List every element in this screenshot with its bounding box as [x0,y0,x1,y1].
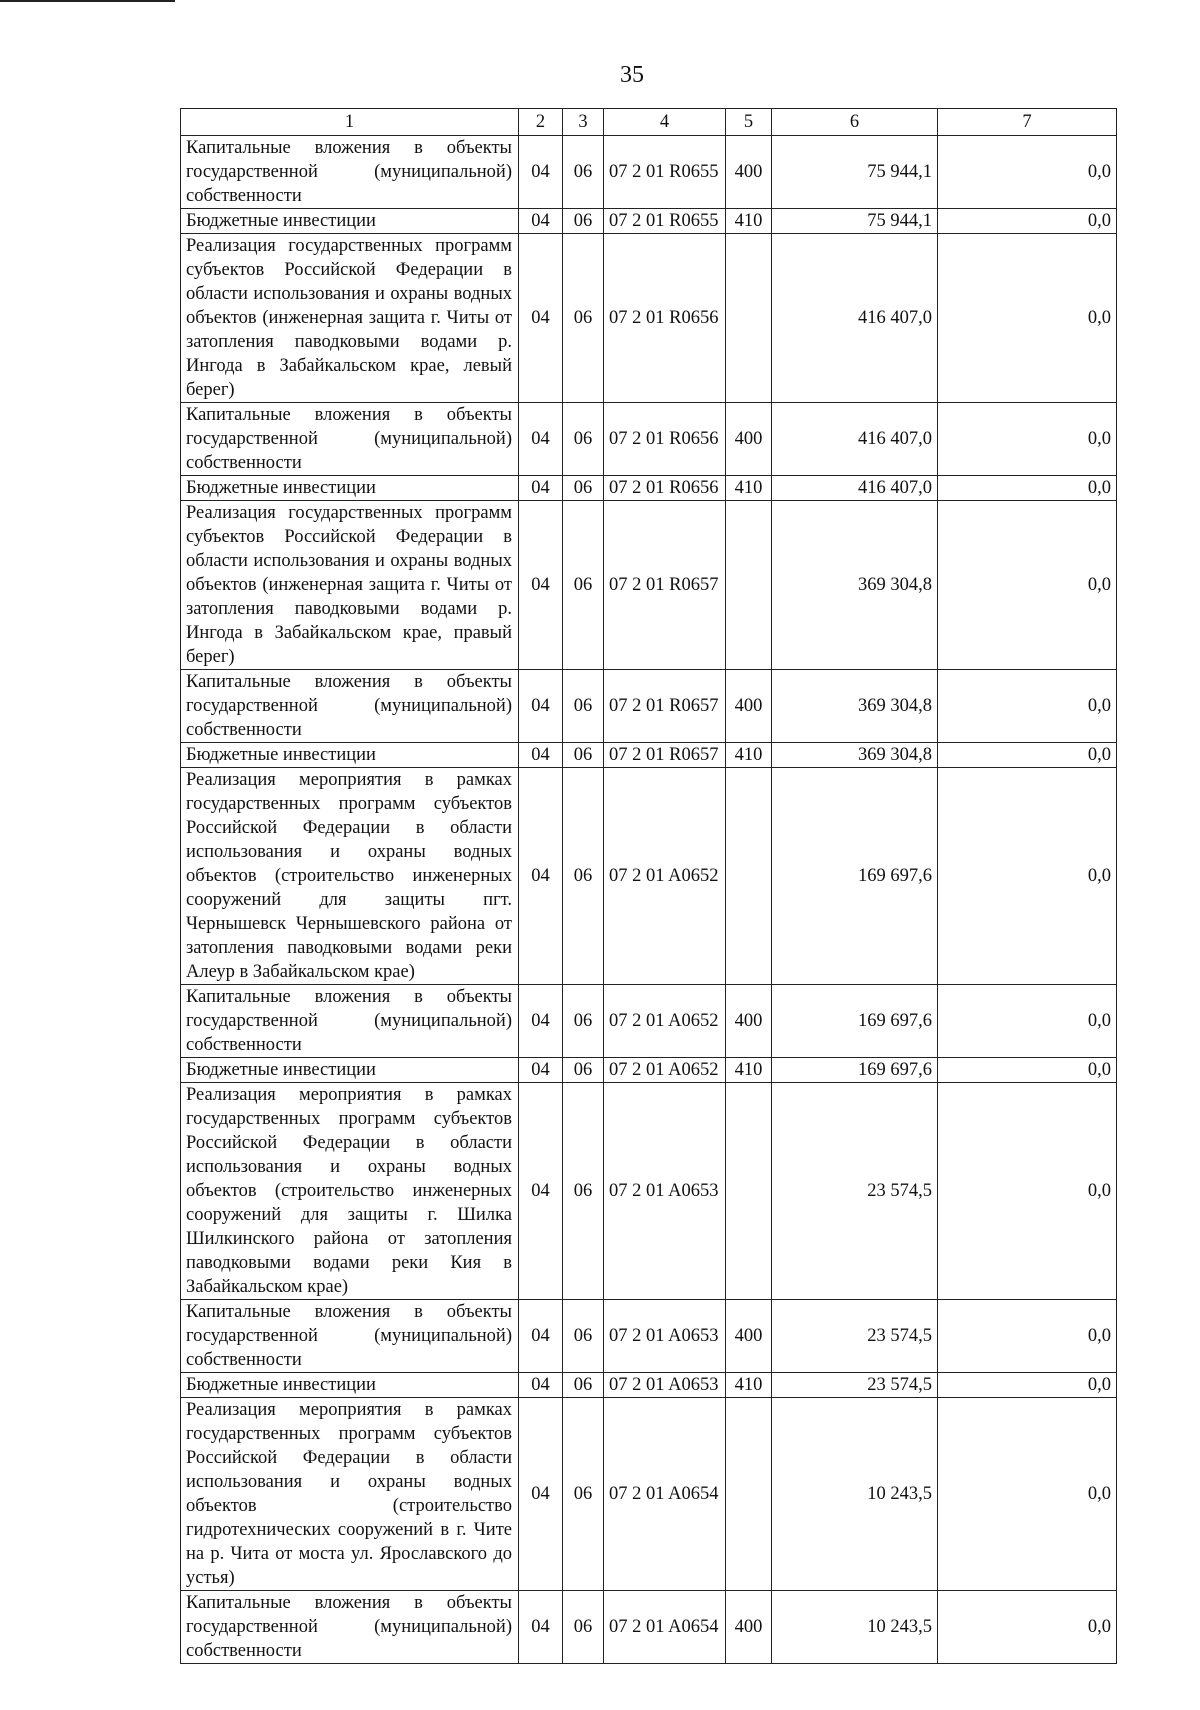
target-article-code: 07 2 01 R0656 [604,234,726,403]
amount-value-col7: 0,0 [938,1398,1117,1591]
expense-type-code: 400 [726,1300,772,1373]
amount-value: 169 697,6 [772,1058,938,1083]
expense-type-code [726,1083,772,1300]
row-name: Капитальные вложения в объекты государственной (муниципальной) собственности [181,136,519,209]
amount-value-col7: 0,0 [938,768,1117,985]
row-name: Реализация государственных программ субъектов Российской Федерации в области использования и охраны водных объектов (инженерная защита г. Читы от затопления паводковыми водами р. Ингода в Забайкальском крае, правый берег) [181,501,519,670]
section-code: 04 [519,501,563,670]
row-name: Бюджетные инвестиции [181,1058,519,1083]
section-code: 04 [519,1058,563,1083]
target-article-code: 07 2 01 R0655 [604,136,726,209]
row-name: Капитальные вложения в объекты государственной (муниципальной) собственности [181,1300,519,1373]
table-row [181,1300,1117,1373]
amount-value-col7: 0,0 [938,1300,1117,1373]
subsection-code: 06 [563,1058,604,1083]
amount-value: 75 944,1 [772,136,938,209]
column-header-6: 6 [772,109,938,136]
section-code: 04 [519,743,563,768]
subsection-code: 06 [563,743,604,768]
section-code: 04 [519,1373,563,1398]
subsection-code: 06 [563,403,604,476]
expense-type-code: 410 [726,476,772,501]
table-row [181,1058,1117,1083]
page-number: 35 [620,62,644,88]
expense-type-code [726,1398,772,1591]
section-code: 04 [519,234,563,403]
section-code: 04 [519,403,563,476]
table-row [181,136,1117,209]
section-code: 04 [519,1591,563,1664]
target-article-code: 07 2 01 A0652 [604,1058,726,1083]
row-name: Реализация мероприятия в рамках государственных программ субъектов Российской Федерации в области использования и охраны водных объектов (строительство инженерных сооружений для защиты г. Шилка Шилкинского района от затопления паводковыми водами реки Кия в Забайкальском крае) [181,1083,519,1300]
expense-type-code: 410 [726,209,772,234]
table-row [181,1398,1117,1591]
row-name: Капитальные вложения в объекты государственной (муниципальной) собственности [181,403,519,476]
expense-type-code [726,234,772,403]
table-row [181,768,1117,985]
row-name: Бюджетные инвестиции [181,1373,519,1398]
row-name: Бюджетные инвестиции [181,476,519,501]
table-row [181,234,1117,403]
row-name: Бюджетные инвестиции [181,743,519,768]
subsection-code: 06 [563,1373,604,1398]
target-article-code: 07 2 01 A0653 [604,1373,726,1398]
target-article-code: 07 2 01 A0652 [604,985,726,1058]
expense-type-code: 400 [726,403,772,476]
table-row [181,743,1117,768]
amount-value: 369 304,8 [772,743,938,768]
table-row [181,1591,1117,1664]
amount-value: 23 574,5 [772,1300,938,1373]
column-header-3: 3 [563,109,604,136]
section-code: 04 [519,670,563,743]
target-article-code: 07 2 01 A0654 [604,1398,726,1591]
expense-type-code: 410 [726,1373,772,1398]
row-name: Капитальные вложения в объекты государственной (муниципальной) собственности [181,670,519,743]
row-name: Реализация мероприятия в рамках государственных программ субъектов Российской Федерации в области использования и охраны водных объектов (строительство инженерных сооружений для защиты пгт. Чернышевск Чернышевского района от затопления паводковыми водами реки Алеур в Забайкальском крае) [181,768,519,985]
table-body [181,136,1117,1664]
expense-type-code: 410 [726,1058,772,1083]
table-row [181,476,1117,501]
row-name: Бюджетные инвестиции [181,209,519,234]
amount-value-col7: 0,0 [938,1373,1117,1398]
section-code: 04 [519,1083,563,1300]
target-article-code: 07 2 01 R0656 [604,476,726,501]
amount-value-col7: 0,0 [938,403,1117,476]
expense-type-code: 400 [726,1591,772,1664]
amount-value-col7: 0,0 [938,1083,1117,1300]
subsection-code: 06 [563,985,604,1058]
row-name: Реализация государственных программ субъектов Российской Федерации в области использования и охраны водных объектов (инженерная защита г. Читы от затопления паводковыми водами р. Ингода в Забайкальском крае, левый берег) [181,234,519,403]
amount-value: 169 697,6 [772,985,938,1058]
amount-value-col7: 0,0 [938,670,1117,743]
amount-value-col7: 0,0 [938,1591,1117,1664]
expense-type-code: 400 [726,136,772,209]
subsection-code: 06 [563,1398,604,1591]
amount-value: 369 304,8 [772,501,938,670]
column-header-2: 2 [519,109,563,136]
target-article-code: 07 2 01 A0654 [604,1591,726,1664]
target-article-code: 07 2 01 A0652 [604,768,726,985]
table-row [181,501,1117,670]
target-article-code: 07 2 01 A0653 [604,1083,726,1300]
subsection-code: 06 [563,1083,604,1300]
subsection-code: 06 [563,1300,604,1373]
subsection-code: 06 [563,476,604,501]
row-name: Реализация мероприятия в рамках государственных программ субъектов Российской Федерации в области использования и охраны водных объектов (строительство гидротехнических сооружений в г. Чите на р. Чита от моста ул. Ярославского до устья) [181,1398,519,1591]
amount-value-col7: 0,0 [938,209,1117,234]
subsection-code: 06 [563,209,604,234]
section-code: 04 [519,1398,563,1591]
table-row [181,1373,1117,1398]
section-code: 04 [519,1300,563,1373]
table-row [181,670,1117,743]
row-name: Капитальные вложения в объекты государственной (муниципальной) собственности [181,985,519,1058]
amount-value-col7: 0,0 [938,1058,1117,1083]
expense-type-code: 410 [726,743,772,768]
column-header-1: 1 [181,109,519,136]
amount-value-col7: 0,0 [938,985,1117,1058]
target-article-code: 07 2 01 A0653 [604,1300,726,1373]
section-code: 04 [519,768,563,985]
table-row [181,1083,1117,1300]
amount-value: 75 944,1 [772,209,938,234]
amount-value: 10 243,5 [772,1591,938,1664]
row-name: Капитальные вложения в объекты государственной (муниципальной) собственности [181,1591,519,1664]
table-row [181,209,1117,234]
expense-type-code: 400 [726,670,772,743]
amount-value: 10 243,5 [772,1398,938,1591]
section-code: 04 [519,985,563,1058]
expense-type-code: 400 [726,985,772,1058]
expense-type-code [726,768,772,985]
subsection-code: 06 [563,1591,604,1664]
amount-value: 369 304,8 [772,670,938,743]
subsection-code: 06 [563,136,604,209]
amount-value-col7: 0,0 [938,136,1117,209]
amount-value: 23 574,5 [772,1083,938,1300]
amount-value: 416 407,0 [772,403,938,476]
target-article-code: 07 2 01 R0657 [604,670,726,743]
column-header-5: 5 [726,109,772,136]
amount-value: 416 407,0 [772,234,938,403]
section-code: 04 [519,136,563,209]
table-row [181,985,1117,1058]
target-article-code: 07 2 01 R0657 [604,501,726,670]
subsection-code: 06 [563,501,604,670]
table-row [181,403,1117,476]
target-article-code: 07 2 01 R0657 [604,743,726,768]
amount-value-col7: 0,0 [938,501,1117,670]
amount-value-col7: 0,0 [938,743,1117,768]
expense-type-code [726,501,772,670]
top-border-line [0,0,175,2]
budget-table [180,108,1117,1664]
section-code: 04 [519,209,563,234]
amount-value: 23 574,5 [772,1373,938,1398]
amount-value: 169 697,6 [772,768,938,985]
amount-value-col7: 0,0 [938,476,1117,501]
amount-value: 416 407,0 [772,476,938,501]
subsection-code: 06 [563,670,604,743]
header-row [181,109,1117,136]
subsection-code: 06 [563,234,604,403]
amount-value-col7: 0,0 [938,234,1117,403]
subsection-code: 06 [563,768,604,985]
section-code: 04 [519,476,563,501]
target-article-code: 07 2 01 R0655 [604,209,726,234]
column-header-7: 7 [938,109,1117,136]
target-article-code: 07 2 01 R0656 [604,403,726,476]
column-header-4: 4 [604,109,726,136]
